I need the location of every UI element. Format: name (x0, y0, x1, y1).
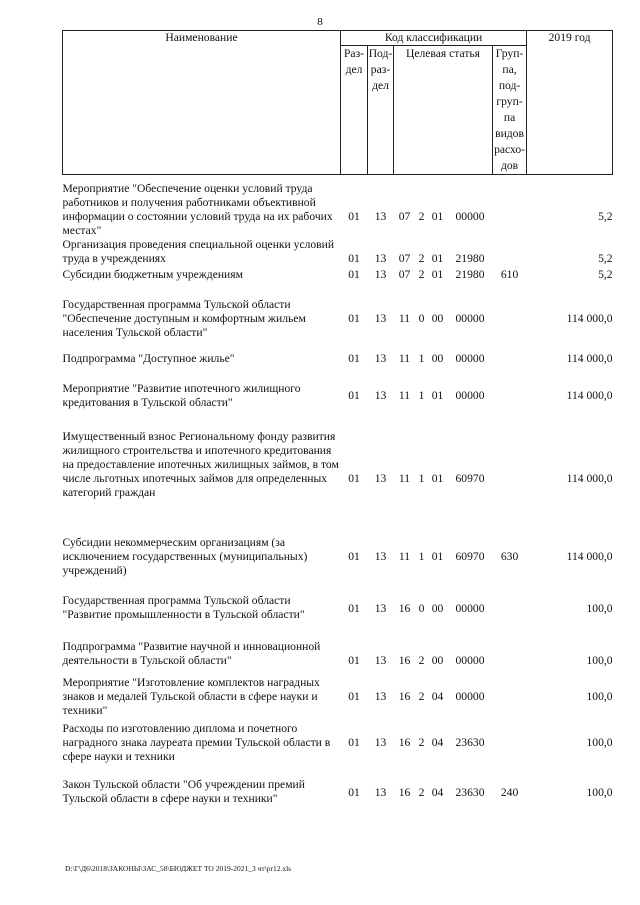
row-razdel: 01 (348, 268, 360, 281)
row-amount: 5,2 (598, 268, 613, 281)
row-vid (493, 340, 527, 370)
row-amount: 100,0 (586, 736, 613, 749)
table-row (63, 676, 613, 722)
row-cs1: 16 (398, 602, 411, 615)
table-row (63, 238, 613, 268)
row-amount: 114 000,0 (566, 389, 613, 402)
row-cs4: 00000 (455, 389, 485, 402)
table-row (63, 340, 613, 370)
row-cs2: 2 (418, 736, 425, 749)
row-cs2: 0 (418, 312, 425, 325)
row-amount: 100,0 (586, 786, 613, 799)
row-razdel: 01 (348, 690, 360, 703)
table-row (63, 770, 613, 810)
table-row (63, 420, 613, 528)
row-vid: 630 (500, 550, 519, 563)
row-amount: 100,0 (586, 690, 613, 703)
row-cs1: 07 (398, 268, 411, 281)
row-name: Мероприятие "Изготовление комплектов наградных знаков и медалей Тульской области в сфере науки и техники" (62, 676, 320, 717)
row-podrazdel: 13 (374, 654, 387, 667)
row-cs3: 01 (431, 472, 444, 485)
row-amount: 114 000,0 (566, 312, 613, 325)
row-podrazdel: 13 (374, 602, 387, 615)
row-razdel: 01 (348, 736, 360, 749)
row-name: Мероприятие "Развитие ипотечного жилищного кредитования в Тульской области" (62, 382, 301, 409)
row-cs4: 60970 (455, 472, 485, 485)
row-podrazdel: 13 (374, 252, 387, 265)
row-cs3: 00 (431, 312, 444, 325)
row-cs2: 0 (418, 602, 425, 615)
row-cs3: 00 (431, 352, 444, 365)
table-row (63, 528, 613, 586)
row-cs2: 2 (418, 786, 425, 799)
row-amount: 5,2 (598, 252, 613, 265)
row-cs1: 16 (398, 736, 411, 749)
row-cs1: 11 (398, 389, 411, 402)
row-cs4: 21980 (455, 268, 485, 281)
table-body (63, 175, 613, 811)
row-cs1: 16 (398, 654, 411, 667)
row-name: Подпрограмма "Развитие научной и инновационной деятельности в Тульской области" (62, 640, 321, 667)
row-razdel: 01 (348, 786, 360, 799)
row-cs4: 23630 (455, 786, 485, 799)
row-podrazdel: 13 (374, 312, 387, 325)
row-cs2: 2 (418, 268, 425, 281)
row-vid (493, 370, 527, 420)
table-header (63, 31, 613, 175)
row-cs3: 01 (431, 210, 444, 223)
row-cs4: 23630 (455, 736, 485, 749)
row-razdel: 01 (348, 352, 360, 365)
header-razdel: Раз- дел (341, 46, 368, 175)
row-cs2: 1 (418, 550, 425, 563)
table-row (63, 175, 613, 239)
table-row (63, 370, 613, 420)
row-cs1: 07 (398, 252, 411, 265)
header-name: Наименование (63, 31, 341, 175)
row-cs3: 00 (431, 654, 444, 667)
row-cs3: 01 (431, 389, 444, 402)
row-podrazdel: 13 (374, 210, 387, 223)
row-name: Подпрограмма "Доступное жилье" (62, 352, 235, 365)
row-vid: 610 (500, 268, 519, 281)
row-amount: 114 000,0 (566, 352, 613, 365)
row-name: Имущественный взнос Региональному фонду развития жилищного строительства и ипотечного кредитования на предоставление ипотечных жилищных займов, в том числе льготных ипотечных займов для определенных категорий граждан (62, 430, 339, 499)
row-razdel: 01 (348, 654, 360, 667)
row-cs1: 11 (398, 312, 411, 325)
row-podrazdel: 13 (374, 786, 387, 799)
row-cs1: 11 (398, 472, 411, 485)
row-amount: 114 000,0 (566, 550, 613, 563)
row-name: Государственная программа Тульской области "Развитие промышленности в Тульской области" (62, 594, 305, 621)
row-razdel: 01 (348, 252, 360, 265)
row-name: Субсидии некоммерческим организациям (за исключением государственных (муниципальных) учреждений) (62, 536, 308, 577)
row-cs3: 01 (431, 268, 444, 281)
row-name: Государственная программа Тульской области "Обеспечение доступным и комфортным жильем населения Тульской области" (62, 298, 306, 339)
row-vid (493, 632, 527, 676)
row-podrazdel: 13 (374, 472, 387, 485)
row-cs1: 16 (398, 786, 411, 799)
row-cs3: 04 (431, 786, 444, 799)
row-cs4: 00000 (455, 690, 485, 703)
row-name: Организация проведения специальной оценки условий труда в учреждениях (62, 238, 335, 265)
row-cs3: 04 (431, 736, 444, 749)
header-code-group: Код классификации (341, 31, 527, 46)
row-podrazdel: 13 (374, 690, 387, 703)
row-cs4: 00000 (455, 602, 485, 615)
header-year: 2019 год (527, 31, 613, 175)
row-cs2: 1 (418, 472, 425, 485)
row-cs2: 2 (418, 654, 425, 667)
row-vid (493, 586, 527, 632)
row-razdel: 01 (348, 210, 360, 223)
table-row (63, 292, 613, 340)
row-razdel: 01 (348, 312, 360, 325)
row-vid (493, 676, 527, 722)
row-cs2: 2 (418, 210, 425, 223)
page-number: 8 (317, 16, 323, 28)
header-target-article: Целевая статья (394, 46, 493, 175)
row-cs4: 00000 (455, 312, 485, 325)
row-cs1: 11 (398, 550, 411, 563)
row-amount: 5,2 (598, 210, 613, 223)
row-cs4: 21980 (455, 252, 485, 265)
row-cs2: 2 (418, 252, 425, 265)
row-vid: 240 (500, 786, 519, 799)
row-razdel: 01 (348, 602, 360, 615)
row-cs3: 01 (431, 252, 444, 265)
row-name: Расходы по изготовлению диплома и почетного наградного знака лауреата премии Тульской области в сфере науки и техники (62, 722, 331, 763)
row-cs2: 1 (418, 389, 425, 402)
header-expense-type: Груп- па, под- груп- па видов расхо- дов (493, 46, 527, 175)
row-amount: 114 000,0 (566, 472, 613, 485)
row-cs4: 00000 (455, 654, 485, 667)
file-path-footer: D:\Г\Д6\2018\ЗАКОНЫ\ЗАС_58\БЮДЖЕТ ТО 2019-2021_3 чт\pr12.xls (65, 864, 292, 873)
row-cs1: 11 (398, 352, 411, 365)
row-amount: 100,0 (586, 654, 613, 667)
row-vid (493, 420, 527, 528)
row-podrazdel: 13 (374, 389, 387, 402)
row-cs4: 00000 (455, 210, 485, 223)
row-cs4: 60970 (455, 550, 485, 563)
row-cs2: 2 (418, 690, 425, 703)
row-cs2: 1 (418, 352, 425, 365)
row-podrazdel: 13 (374, 352, 387, 365)
table-row (63, 722, 613, 770)
table-row (63, 632, 613, 676)
row-razdel: 01 (348, 389, 360, 402)
row-name: Субсидии бюджетным учреждениям (62, 268, 243, 281)
row-razdel: 01 (348, 550, 360, 563)
row-podrazdel: 13 (374, 550, 387, 563)
row-name: Закон Тульской области "Об учреждении премий Тульской области в сфере науки и техники" (62, 778, 305, 805)
row-podrazdel: 13 (374, 268, 387, 281)
row-cs1: 16 (398, 690, 411, 703)
row-name: Мероприятие "Обеспечение оценки условий труда работников и получения работниками объективной информации о состоянии условий труда на их рабочих местах" (62, 182, 333, 237)
table-row (63, 268, 613, 292)
row-razdel: 01 (348, 472, 360, 485)
row-cs4: 00000 (455, 352, 485, 365)
row-amount: 100,0 (586, 602, 613, 615)
row-cs1: 07 (398, 210, 411, 223)
budget-table (62, 30, 613, 810)
row-vid (493, 722, 527, 770)
table-row (63, 586, 613, 632)
row-cs3: 00 (431, 602, 444, 615)
row-cs3: 01 (431, 550, 444, 563)
row-vid (493, 175, 527, 239)
row-podrazdel: 13 (374, 736, 387, 749)
row-cs3: 04 (431, 690, 444, 703)
header-podrazdel: Под- раз- дел (368, 46, 394, 175)
row-vid (493, 238, 527, 268)
row-vid (493, 292, 527, 340)
